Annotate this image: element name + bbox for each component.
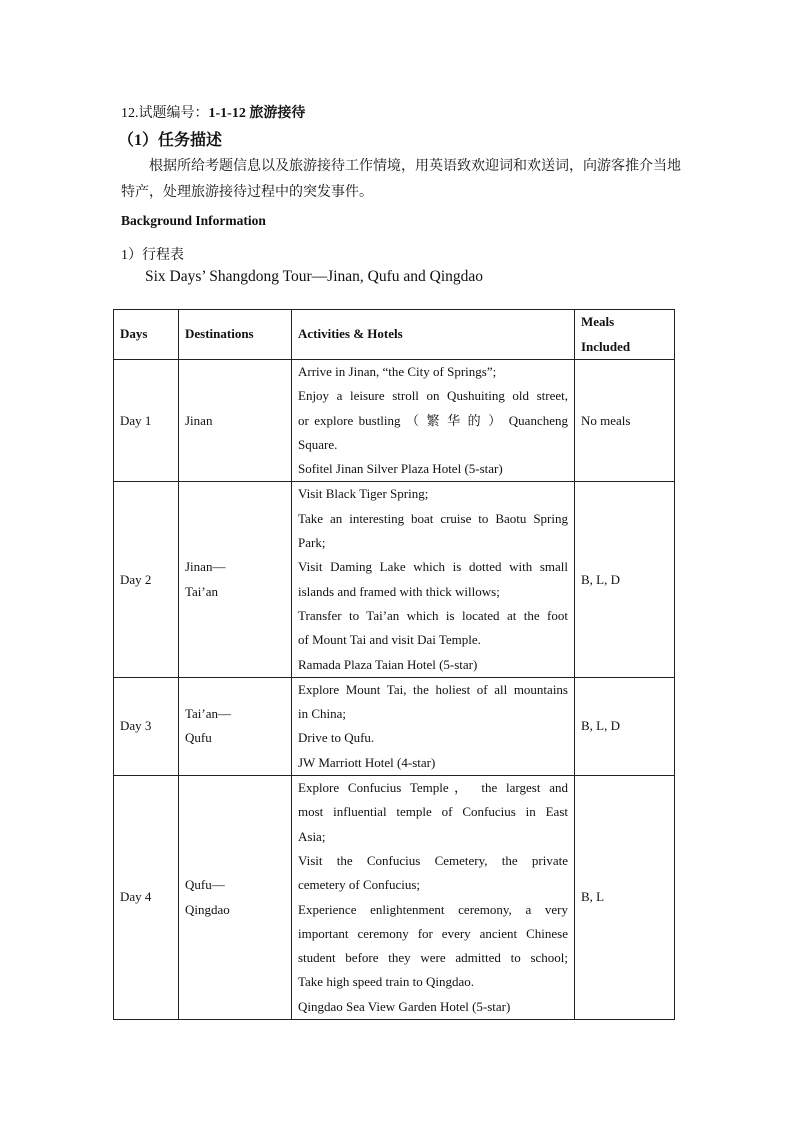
activity-line: Asia; xyxy=(298,828,326,844)
destination-cell xyxy=(179,482,292,677)
table-body xyxy=(114,360,675,1020)
destination-line: Qingdao xyxy=(185,901,230,917)
table-row xyxy=(114,677,675,775)
destination-line: Tai’an— xyxy=(185,706,232,722)
activity-line: Take an interesting boat cruise to Baotu Spring xyxy=(298,510,568,526)
task-heading: （1）任务描述 xyxy=(118,132,223,149)
activities-cell xyxy=(292,482,575,677)
activity-line: Visit the Confucius Cemetery, the private xyxy=(298,852,568,868)
itinerary-table xyxy=(113,309,675,1020)
tour-title: Six Days’ Shangdong Tour—Jinan, Qufu and Qingdao xyxy=(145,268,484,285)
activity-line: Take high speed train to Qingdao. xyxy=(298,974,474,990)
activity-line: Square. xyxy=(298,436,338,452)
activity-line: in China; xyxy=(298,706,347,722)
meals-cell: B, L xyxy=(575,776,675,1020)
destination-line: Jinan xyxy=(185,412,213,428)
activity-line: student before they were admitted to school; xyxy=(298,950,568,966)
activity-line: Enjoy a leisure stroll on Qushuiting old street, xyxy=(298,388,568,404)
meals-cell: B, L, D xyxy=(575,482,675,677)
day-cell: Day 2 xyxy=(114,482,179,677)
activity-line: of Mount Tai and visit Dai Temple. xyxy=(298,632,481,648)
day-cell: Day 1 xyxy=(114,360,179,482)
destination-line: Qufu— xyxy=(185,877,225,893)
task-description: 根据所给考题信息以及旅游接待工作情境，用英语致欢迎词和欢送词，向游客推介当地特产，处理旅游接待过程中的突发事件。 xyxy=(121,159,681,200)
activity-line: Explore Mount Tai, the holiest of all mountains xyxy=(298,681,568,697)
activity-line: Experience enlightenment ceremony, a very xyxy=(298,901,568,917)
activity-line: Qingdao Sea View Garden Hotel (5-star) xyxy=(298,998,511,1014)
table-row xyxy=(114,776,675,1020)
meals-cell: B, L, D xyxy=(575,677,675,775)
meals-cell: No meals xyxy=(575,360,675,482)
table-header-row xyxy=(114,310,675,360)
item-number xyxy=(121,102,305,122)
activity-line: Arrive in Jinan, “the City of Springs”; xyxy=(298,364,497,379)
activity-line: JW Marriott Hotel (4-star) xyxy=(298,754,436,770)
item-code: 1-1-12 旅游接待 xyxy=(208,106,306,121)
item-prefix: 12.试题编号： xyxy=(121,106,209,121)
destination-line: Qufu xyxy=(185,730,212,746)
activity-line: Sofitel Jinan Silver Plaza Hotel (5-star) xyxy=(298,461,503,477)
activity-line: Drive to Qufu. xyxy=(298,730,375,746)
background-heading: Background Information xyxy=(121,213,266,228)
destination-line: Tai’an xyxy=(185,583,219,599)
table-row xyxy=(114,482,675,677)
destination-cell xyxy=(179,677,292,775)
destination-cell xyxy=(179,776,292,1020)
activities-cell xyxy=(292,677,575,775)
activity-line: Explore Confucius Temple， the largest and xyxy=(298,780,568,796)
activity-line: cemetery of Confucius; xyxy=(298,877,421,893)
activity-line: Visit Black Tiger Spring; xyxy=(298,486,429,502)
activity-line: important ceremony for every ancient Chinese xyxy=(298,925,568,941)
itinerary-label: 1）行程表 xyxy=(121,248,184,263)
day-cell: Day 4 xyxy=(114,776,179,1020)
activity-line: Park; xyxy=(298,535,326,551)
activity-line: most influential temple of Confucius in East xyxy=(298,804,568,820)
activity-line: Transfer to Tai’an which is located at the foot xyxy=(298,607,568,623)
day-cell: Day 3 xyxy=(114,677,179,775)
activity-line: Ramada Plaza Taian Hotel (5-star) xyxy=(298,656,478,672)
header-days: Days xyxy=(114,310,179,360)
header-meals: Meals Included xyxy=(575,310,675,360)
destination-cell xyxy=(179,360,292,482)
activity-line: islands and framed with thick willows; xyxy=(298,583,500,599)
activities-cell xyxy=(292,360,575,482)
activity-line: Visit Daming Lake which is dotted with small xyxy=(298,559,568,575)
destination-line: Jinan— xyxy=(185,559,226,575)
table-row xyxy=(114,360,675,482)
activity-line: or explore bustling （ 繁 华 的 ） Quancheng xyxy=(298,412,568,428)
activities-cell xyxy=(292,776,575,1020)
header-activities: Activities & Hotels xyxy=(292,310,575,360)
header-destinations: Destinations xyxy=(179,310,292,360)
